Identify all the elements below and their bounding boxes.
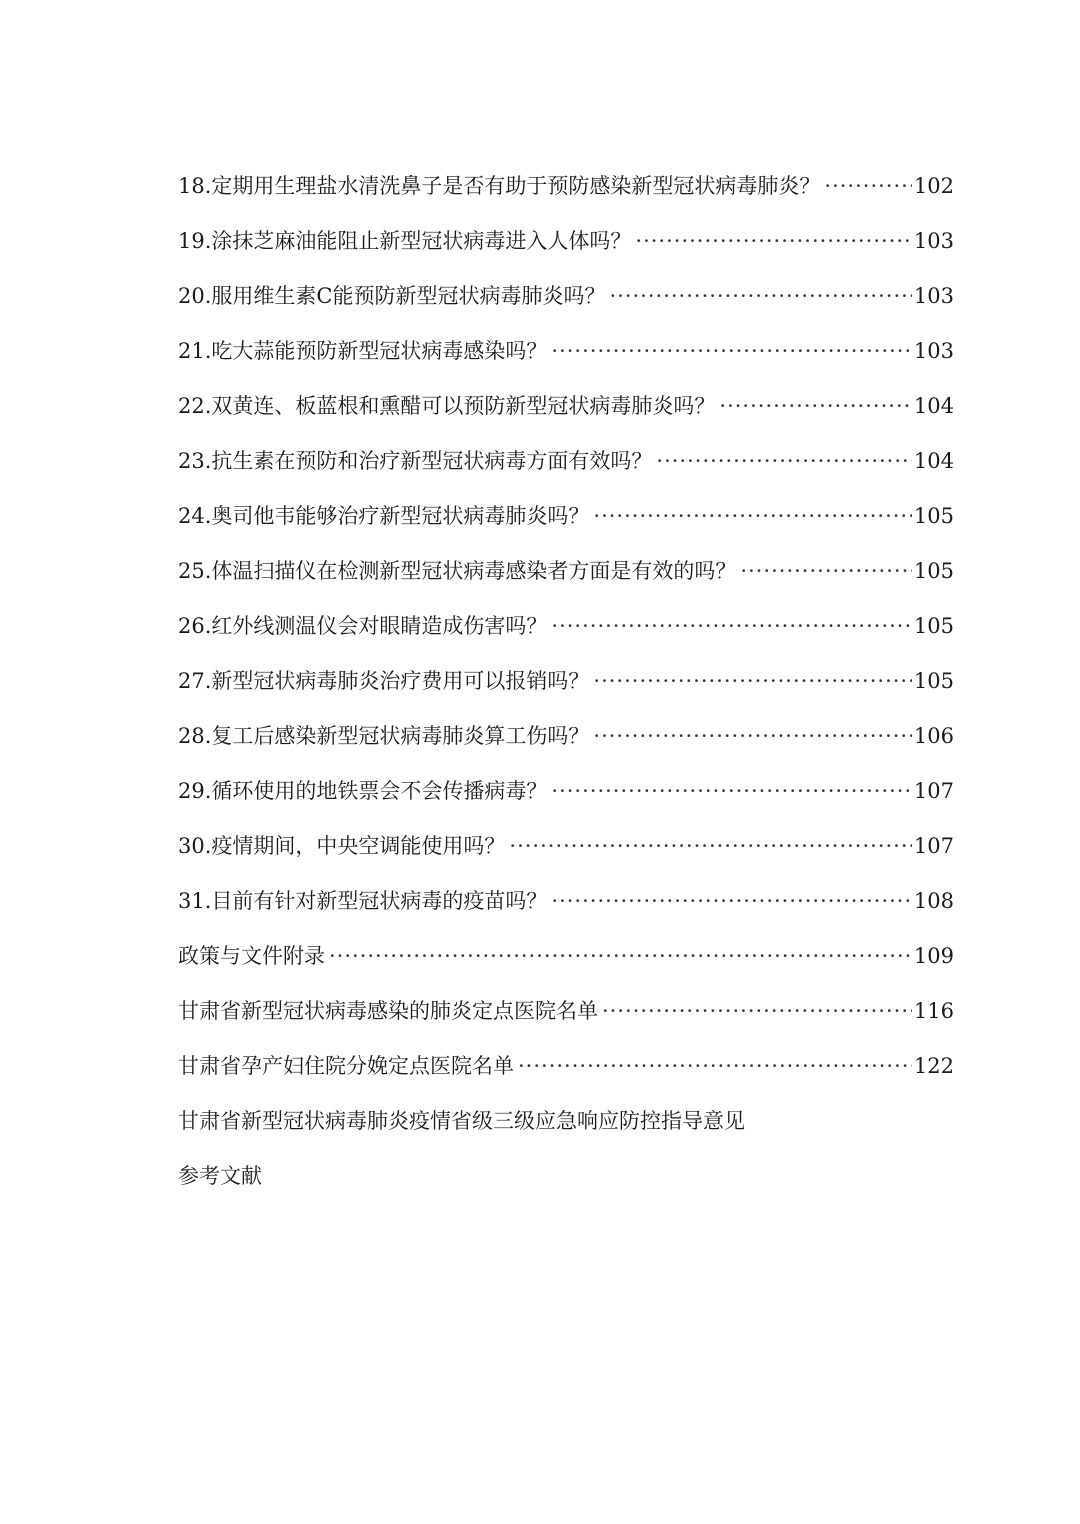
toc-entry-title: 31.目前有针对新型冠状病毒的疫苗吗？ <box>178 889 548 913</box>
toc-entry-title: 29.循环使用的地铁票会不会传播病毒？ <box>178 779 548 803</box>
toc-entry-page: 103 <box>913 339 954 363</box>
toc-entry-page: 109 <box>913 944 954 968</box>
toc-dot-leader <box>551 606 912 646</box>
toc-entry[interactable] <box>178 386 954 441</box>
toc-entry[interactable] <box>178 826 954 881</box>
toc-dot-leader <box>551 771 912 811</box>
toc-dot-leader <box>551 881 912 921</box>
toc-entry-page: 105 <box>913 559 954 583</box>
toc-entry-title: 21.吃大蒜能预防新型冠状病毒感染吗？ <box>178 339 548 363</box>
toc-dot-leader <box>329 936 912 976</box>
toc-entry-page: 104 <box>913 394 954 418</box>
toc-dot-leader <box>551 331 912 371</box>
toc-dot-leader <box>719 386 912 426</box>
toc-dot-leader <box>593 716 912 756</box>
toc-entry-page: 116 <box>913 999 954 1023</box>
toc-entry-page: 102 <box>913 174 954 198</box>
toc-entry[interactable] <box>178 1046 954 1101</box>
toc-dot-leader <box>593 496 912 536</box>
toc-entry-page: 104 <box>913 449 954 473</box>
toc-dot-leader <box>824 166 912 206</box>
toc-entry[interactable] <box>178 221 954 276</box>
toc-entry-page: 105 <box>913 669 954 693</box>
toc-entry-title: 23.抗生素在预防和治疗新型冠状病毒方面有效吗？ <box>178 449 653 473</box>
toc-entry-title: 19.涂抹芝麻油能阻止新型冠状病毒进入人体吗？ <box>178 229 632 253</box>
toc-entry[interactable] <box>178 551 954 606</box>
toc-entry-title: 甘肃省新型冠状病毒感染的肺炎定点医院名单 <box>178 999 598 1023</box>
toc-entry-title: 30.疫情期间，中央空调能使用吗？ <box>178 834 506 858</box>
toc-entry-title: 24.奥司他韦能够治疗新型冠状病毒肺炎吗？ <box>178 504 590 528</box>
toc-entry-title: 26.红外线测温仪会对眼睛造成伤害吗？ <box>178 614 548 638</box>
toc-entry[interactable] <box>178 496 954 551</box>
toc-entry-title: 甘肃省新型冠状病毒肺炎疫情省级三级应急响应防控指导意见 <box>178 1109 745 1133</box>
toc-entry[interactable] <box>178 606 954 661</box>
toc-entry-page: 103 <box>913 229 954 253</box>
toc-entry[interactable] <box>178 1101 954 1156</box>
toc-dot-leader <box>602 991 912 1031</box>
toc-entry[interactable] <box>178 1156 954 1211</box>
toc-entry-page: 108 <box>913 889 954 913</box>
toc-entry[interactable] <box>178 771 954 826</box>
toc-entry[interactable] <box>178 661 954 716</box>
toc-entry[interactable] <box>178 991 954 1046</box>
toc-entry[interactable] <box>178 166 954 221</box>
toc-dot-leader <box>509 826 912 866</box>
toc-dot-leader <box>518 1046 912 1086</box>
toc-entry[interactable] <box>178 881 954 936</box>
table-of-contents <box>178 166 954 1211</box>
toc-entry-title: 甘肃省孕产妇住院分娩定点医院名单 <box>178 1054 514 1078</box>
toc-entry-title: 参考文献 <box>178 1164 262 1188</box>
toc-entry[interactable] <box>178 331 954 386</box>
toc-dot-leader <box>740 551 912 591</box>
toc-entry[interactable] <box>178 276 954 331</box>
toc-entry-title: 政策与文件附录 <box>178 944 325 968</box>
toc-entry-title: 27.新型冠状病毒肺炎治疗费用可以报销吗？ <box>178 669 590 693</box>
toc-entry-page: 107 <box>913 834 954 858</box>
toc-entry-page: 122 <box>913 1054 954 1078</box>
toc-entry-title: 18.定期用生理盐水清洗鼻子是否有助于预防感染新型冠状病毒肺炎？ <box>178 174 821 198</box>
toc-dot-leader <box>656 441 912 481</box>
toc-entry-page: 103 <box>913 284 954 308</box>
toc-entry-title: 28.复工后感染新型冠状病毒肺炎算工伤吗？ <box>178 724 590 748</box>
toc-dot-leader <box>593 661 912 701</box>
toc-entry-page: 106 <box>913 724 954 748</box>
toc-entry-page: 105 <box>913 614 954 638</box>
toc-entry-page: 105 <box>913 504 954 528</box>
toc-entry-title: 22.双黄连、板蓝根和熏醋可以预防新型冠状病毒肺炎吗？ <box>178 394 716 418</box>
toc-entry[interactable] <box>178 441 954 496</box>
toc-entry-title: 20.服用维生素C能预防新型冠状病毒肺炎吗？ <box>178 284 606 308</box>
toc-dot-leader <box>635 221 912 261</box>
toc-entry-title: 25.体温扫描仪在检测新型冠状病毒感染者方面是有效的吗？ <box>178 559 737 583</box>
toc-dot-leader <box>609 276 911 316</box>
toc-entry-page: 107 <box>913 779 954 803</box>
toc-entry[interactable] <box>178 716 954 771</box>
toc-entry[interactable] <box>178 936 954 991</box>
